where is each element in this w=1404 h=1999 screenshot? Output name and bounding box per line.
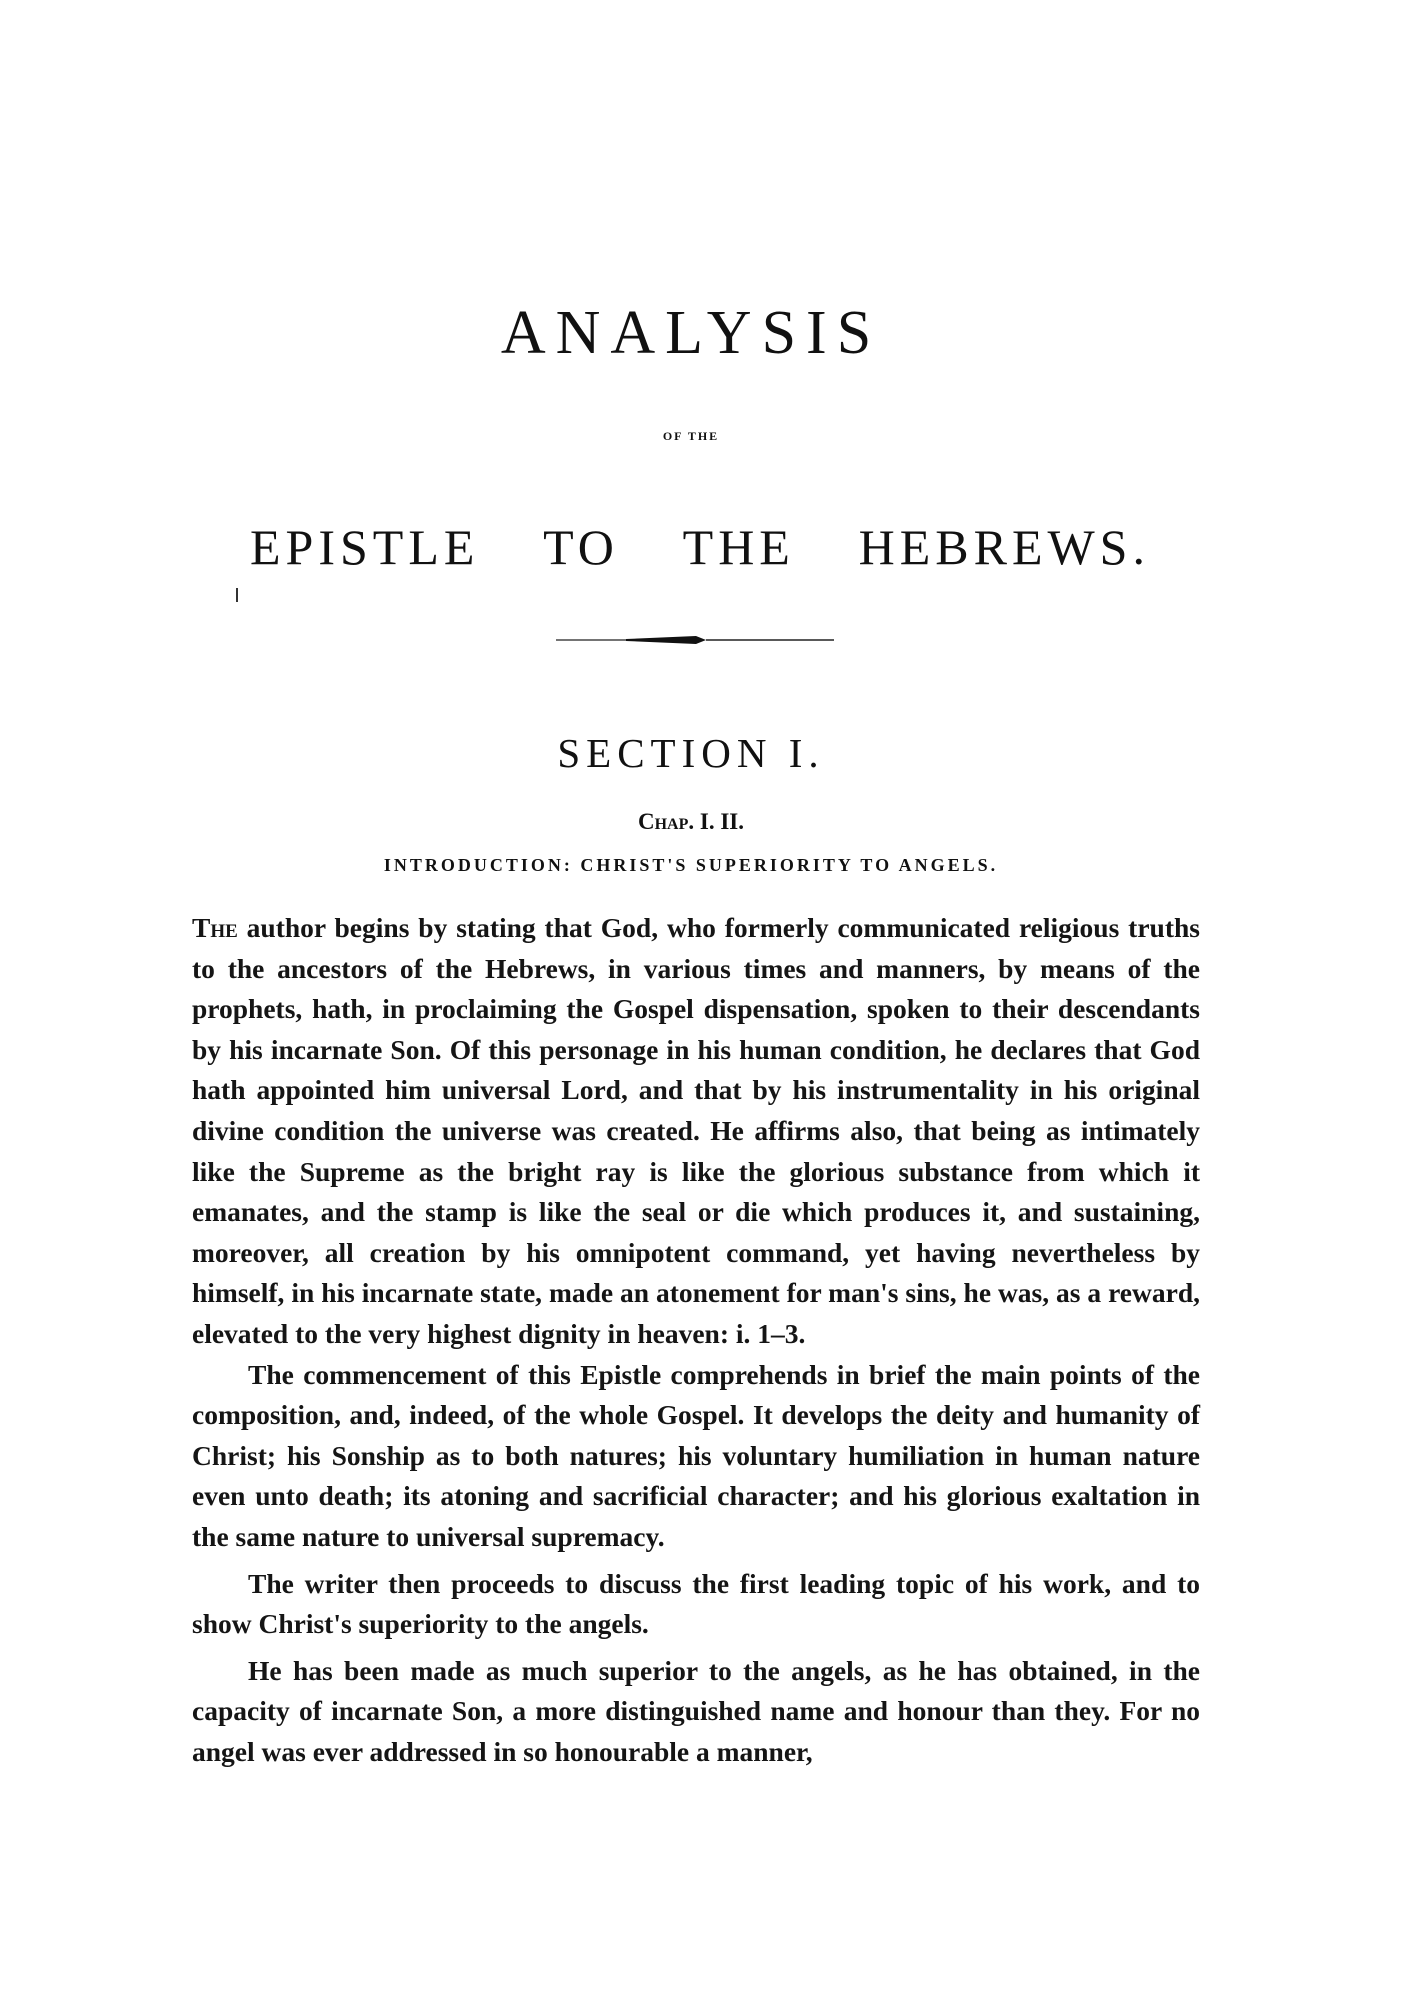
title-word: TO (543, 519, 619, 575)
paragraph-lead-word: The (192, 912, 238, 943)
ornamental-rule (556, 633, 834, 647)
title-word: THE (682, 519, 795, 575)
title-connector: OF THE (662, 429, 720, 443)
stray-print-mark (236, 588, 238, 602)
paragraph (192, 908, 1200, 1355)
title-word: HEBREWS. (858, 519, 1150, 575)
title-main: ANALYSIS (500, 299, 882, 367)
paragraph: The writer then proceeds to discuss the first leading topic of his work, and to show Christ's superiority to the angels. (192, 1567, 1200, 1640)
chapter-subtitle: INTRODUCTION: CHRIST'S SUPERIORITY TO ANGELS. (383, 855, 999, 875)
section-heading: SECTION I. (557, 730, 825, 776)
paragraph-text: author begins by stating that God, who formerly communicated religious truths to the ancestors of the Hebrews, in various times and manners, by means of the prophets, hath, in proclaiming the Gospel dispensation, spoken to their descendants by his incarnate Son. Of this personage in his human condition, he declares that God hath appointed him universal Lord, and that by his instrumentality in his original divine condition the universe was created. He affirms also, that being as intimately like the Supreme as the bright ray is like the glorious substance from which it emanates, and the stamp is like the seal or die which produces it, and sustaining, moreover, all creation by his omnipotent command, yet having nevertheless by himself, in his incarnate state, made an atonement for man's sins, he was, as a reward, elevated to the very highest dignity in heaven: i. 1–3. (192, 912, 1200, 1349)
paragraph: He has been made as much superior to the angels, as he has obtained, in the capacity of incarnate Son, a more distinguished name and honour than they. For no angel was ever addressed in so honourable a manner, (192, 1654, 1200, 1767)
paragraph: The commencement of this Epistle comprehends in brief the main points of the composition, and, indeed, of the whole Gospel. It develops the deity and humanity of Christ; his Sonship as to both natures; his voluntary humiliation in human nature even unto death; its atoning and sacrificial character; and his glorious exaltation in the same nature to universal supremacy. (192, 1358, 1200, 1552)
title-subtitle (250, 519, 1150, 575)
chapter-label: Chap. I. II. (638, 809, 744, 834)
title-word: EPISTLE (250, 519, 480, 575)
body-text (192, 908, 1200, 1772)
